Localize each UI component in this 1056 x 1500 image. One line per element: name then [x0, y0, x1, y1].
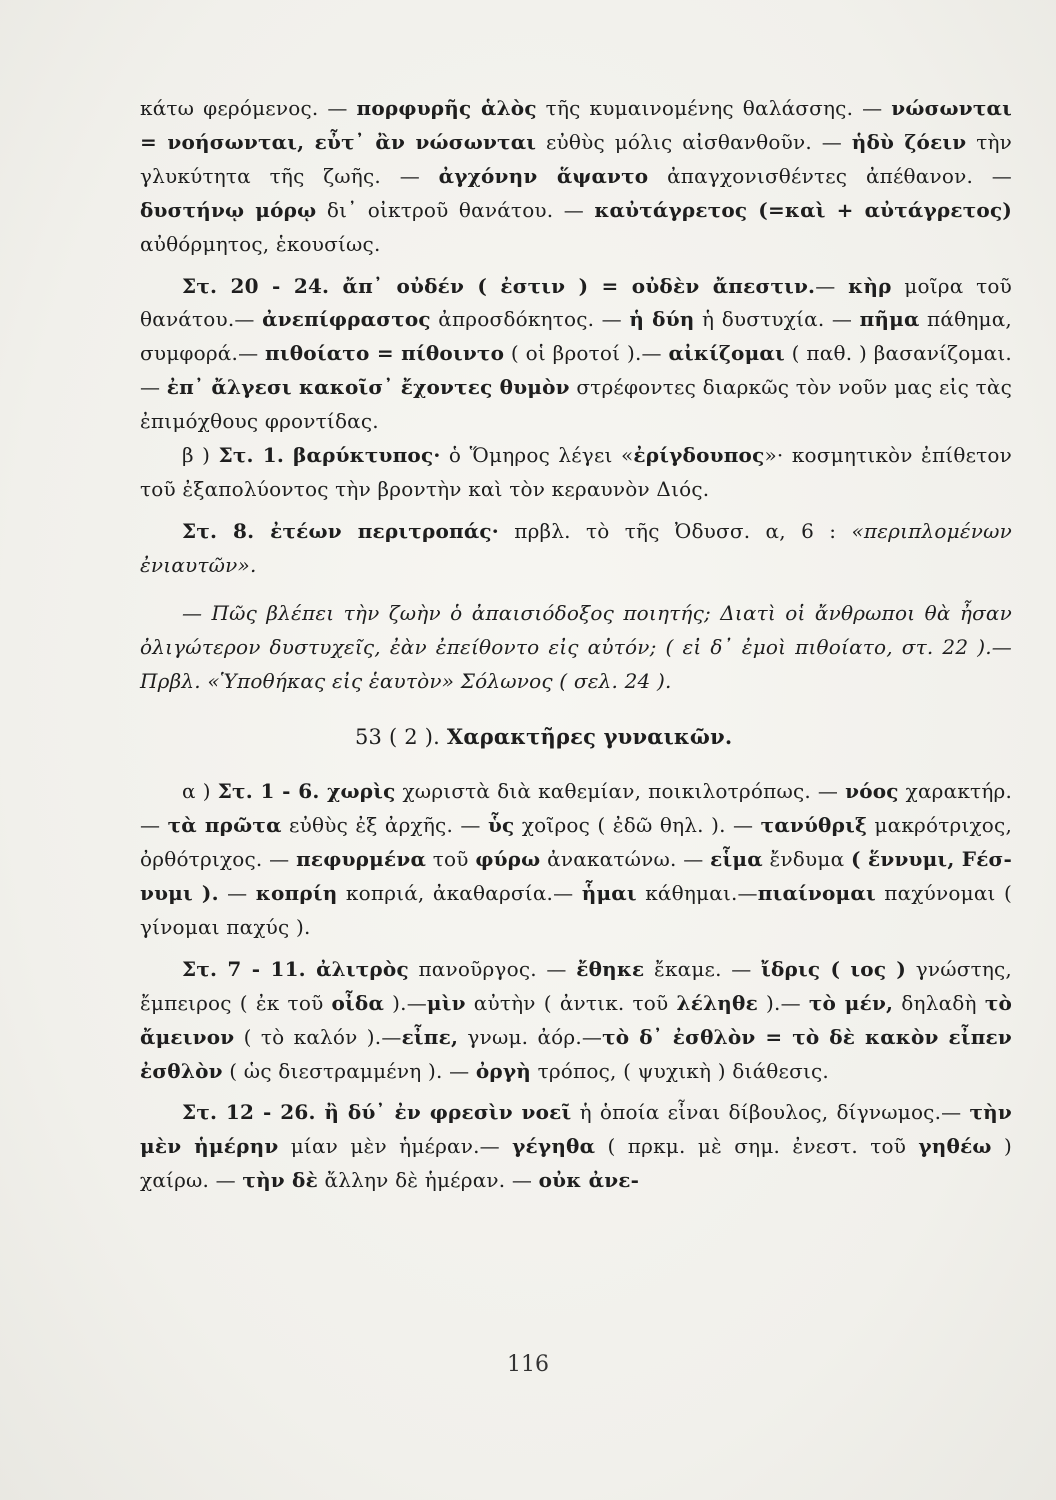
paragraph-4: Στ. 8. ἐτέων περιτροπάς· πρβλ. τὸ τῆς Ὀδυσσ. α, 6 : «περιπλομένων ἐνιαυτῶν». — [140, 518, 1012, 577]
paragraph-6: α ) Στ. 1 - 6. χωρὶς χωριστὰ διὰ καθεμίαν, ποικιλοτρόπως. — νόος χαρακτήρ.— τὰ πρῶτα εὐθὺς ἐξ ἀρχῆς. — ὗς χοῖρος ( ἐδῶ θηλ. ). — τανύθριξ μακρότριχος, ὀρθότριχος. — πεφυρμένα τοῦ φύρω ἀνακατώνω. — εἷμα ἔνδυμα ( ἕννυμι, Fέσ-νυμι ). — κοπρίη κοπριά, ἀκαθαρσία.— ἧμαι κάθημαι.—πιαίνομαι παχύνομαι ( γίνομαι παχύς ). — [140, 779, 1013, 939]
page-text — [140, 92, 1012, 1198]
paragraph-8: Στ. 12 - 26. ἢ δύ᾽ ἐν φρεσὶν νοεῖ ἡ ὁποία εἶναι δίβουλος, δίγνωμος.— τὴν μὲν ἡμέρην μίαν μὲν ἡμέραν.— γέγηθα ( πρκμ. μὲ σημ. ἐνεστ. τοῦ γηθέω ) χαίρω. — τὴν δὲ ἄλλην δὲ ἡμέραν. — οὐκ ἀνε- — [140, 1100, 1012, 1193]
paragraph-1: κάτω φερόμενος. — πορφυρῆς ἁλὸς τῆς κυμαινομένης θαλάσσης. — νώσωνται = νοήσωνται, εὖτ᾽ ἂν νώσωνται εὐθὺς μόλις αἰσθανθοῦν. — ἡδὺ ζόειν τὴν γλυκύτητα τῆς ζωῆς. — ἀγχόνην ἅψαντο ἀπαγχονισθέντες ἀπέθανον. — δυστήνῳ μόρῳ δι᾽ οἰκτροῦ θανάτου. — καὐτάγρετος (=καὶ + αὐτάγρετος) αὐθόρμητος, ἑκουσίως. — [140, 96, 1012, 256]
paragraph-5-question: — Πῶς βλέπει τὴν ζωὴν ὁ ἀπαισιόδοξος ποιητής; Διατὶ οἱ ἄνθρωποι θὰ ἦσαν ὀλιγώτερον δυστυχεῖς, ἐὰν ἐπείθοντο εἰς αὐτόν; ( εἰ δ᾽ ἐμοὶ πιθοίατο, στ. 22 ).— Πρβλ. «Ὑποθήκας εἰς ἑαυτὸν» Σόλωνος ( σελ. 24 ). — [140, 600, 1012, 693]
paragraph-3: β ) Στ. 1. βαρύκτυπος· ὁ Ὅμηρος λέγει «ἐρίγδουπος»· κοσμητικὸν ἐπίθετον τοῦ ἐξαπολύοντος τὴν βροντὴν καὶ τὸν κεραυνὸν Διός. — [140, 443, 1013, 501]
paragraph-2: Στ. 20 - 24. ἄπ᾽ οὐδέν ( ἐστιν ) = οὐδὲν ἄπεστιν.— κὴρ μοῖρα τοῦ θανάτου.— ἀνεπίφραστος ἀπροσδόκητος. — ἡ δύη ἡ δυστυχία. — πῆμα πάθημα, συμφορά.— πιθοίατο = πίθοιντο ( οἱ βροτοί ).— αἰκίζομαι ( παθ. ) βασανίζομαι. — ἐπ᾽ ἄλγεσι κακοῖσ᾽ ἔχοντες θυμὸν στρέφοντες διαρκῶς τὸν νοῦν μας εἰς τὰς ἐπιμόχθους φροντίδας. — [140, 273, 1012, 434]
section-heading: 53 ( 2 ). Χαρακτῆρες γυναικῶν. — [355, 724, 733, 750]
paragraph-7: Στ. 7 - 11. ἀλιτρὸς πανοῦργος. — ἔθηκε ἔκαμε. — ἴδρις ( ιος ) γνώστης, ἔμπειρος ( ἐκ τοῦ οἶδα ).—μὶν αὐτὴν ( ἀντικ. τοῦ λέληθε ).— τὸ μέν, δηλαδὴ τὸ ἄμεινον ( τὸ καλόν ).—εἶπε, γνωμ. ἀόρ.—τὸ δ᾽ ἐσθλὸν = τὸ δὲ κακὸν εἶπεν ἐσθλὸν ( ὡς διεστραμμένη ). — ὀργὴ τρόπος, ( ψυχικὴ ) διάθεσις. — [140, 956, 1013, 1083]
page-number: 116 — [507, 1352, 549, 1377]
